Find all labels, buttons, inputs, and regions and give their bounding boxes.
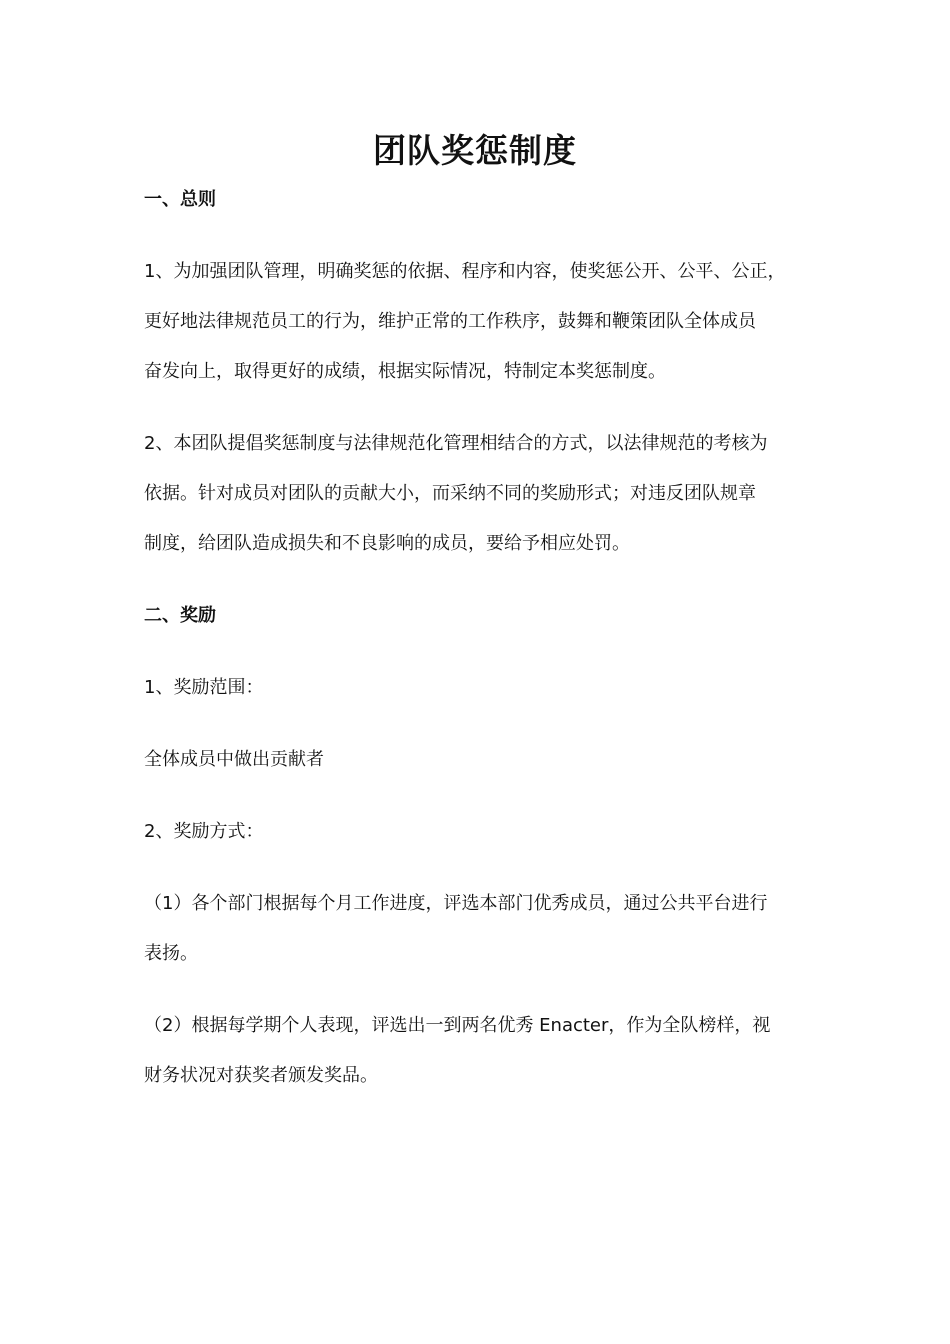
section-heading-general: 一、总则 (144, 189, 216, 210)
paragraph-line: 奋发向上，取得更好的成绩，根据实际情况，特制定本奖惩制度。 (144, 361, 666, 382)
paragraph-line: 更好地法律规范员工的行为，维护正常的工作秩序，鼓舞和鞭策团队全体成员 (144, 311, 756, 332)
reward-method-label: 2、奖励方式： (144, 821, 264, 842)
paragraph-line: 1、为加强团队管理，明确奖惩的依据、程序和内容，使奖惩公开、公平、公正， (144, 261, 786, 282)
reward-item-line: 表扬。 (144, 943, 198, 964)
paragraph-line: 2、本团队提倡奖惩制度与法律规范化管理相结合的方式，以法律规范的考核为 (144, 433, 768, 454)
reward-scope-label: 1、奖励范围： (144, 677, 264, 698)
reward-item-line: 财务状况对获奖者颁发奖品。 (144, 1065, 378, 1086)
reward-item-line: （2）根据每学期个人表现，评选出一到两名优秀 Enacter，作为全队榜样，视 (144, 1015, 771, 1036)
section-heading-rewards: 二、奖励 (144, 605, 216, 626)
document-title: 团队奖惩制度 (373, 131, 577, 170)
reward-scope-text: 全体成员中做出贡献者 (144, 749, 324, 770)
paragraph-line: 制度，给团队造成损失和不良影响的成员，要给予相应处罚。 (144, 533, 630, 554)
paragraph-line: 依据。针对成员对团队的贡献大小，而采纳不同的奖励形式；对违反团队规章 (144, 483, 756, 504)
reward-item-line: （1）各个部门根据每个月工作进度，评选本部门优秀成员，通过公共平台进行 (144, 893, 768, 914)
